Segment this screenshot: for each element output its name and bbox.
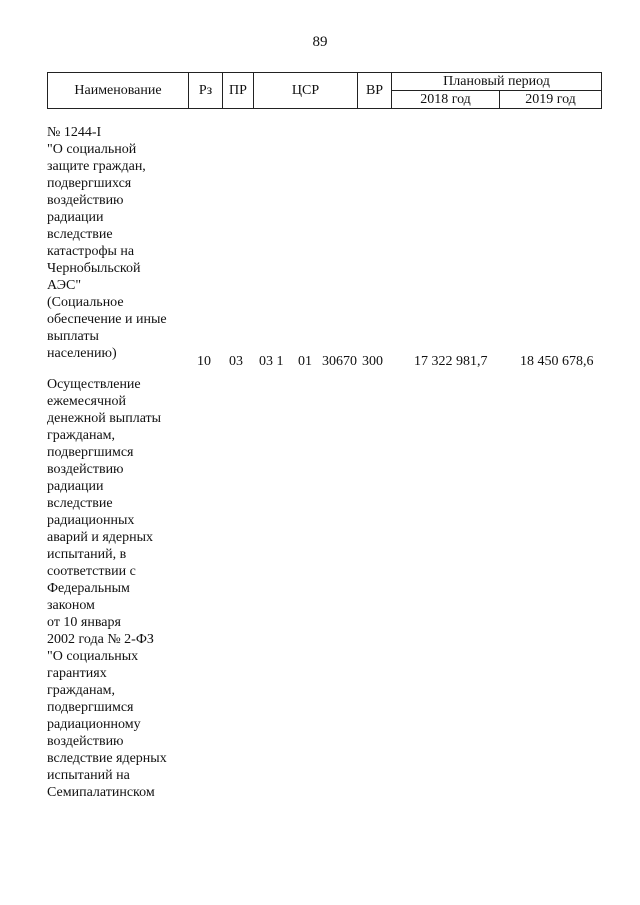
row-name-line: воздействию (47, 462, 124, 477)
row-name-line: вследствие (47, 496, 113, 511)
row-name-line: "О социальной (47, 142, 137, 157)
row-name (47, 124, 187, 362)
header-year-2018: 2018 год (392, 91, 500, 109)
table-row (47, 376, 607, 806)
header-rz: Рз (189, 73, 223, 109)
row-name-line: гражданам, (47, 428, 116, 443)
row-name-line: Осуществление (47, 377, 141, 392)
header-pr: ПР (223, 73, 254, 109)
row-value-2018: 17 322 981,7 (414, 354, 488, 369)
row-name-line: подвергшихся (47, 176, 132, 191)
row-csr-direction: 30670 (322, 354, 357, 369)
header-planned-period: Плановый период (392, 73, 602, 91)
row-name-line: Чернобыльской (47, 261, 141, 276)
row-name-line: законом (47, 598, 95, 613)
row-csr-program: 03 1 (259, 354, 284, 369)
row-name-line: радиации (47, 479, 104, 494)
row-name-line: радиационных (47, 513, 135, 528)
row-name-line: соответствии с (47, 564, 136, 579)
row-name-line: Федеральным (47, 581, 130, 596)
row-name-line: вследствие ядерных (47, 751, 167, 766)
row-name-line: аварий и ядерных (47, 530, 154, 545)
row-name-line: воздействию (47, 193, 124, 208)
row-name-line: радиации (47, 210, 104, 225)
row-name-line: (Социальное (47, 295, 124, 310)
header-vr: ВР (358, 73, 392, 109)
row-rz: 10 (197, 354, 211, 369)
row-name-line: гражданам, (47, 683, 116, 698)
row-name-line: обеспечение и иные (47, 312, 167, 327)
row-name-line: выплаты (47, 329, 99, 344)
row-csr-subprogram: 01 (298, 354, 312, 369)
row-name-line: населению) (47, 346, 117, 361)
row-name (47, 376, 187, 801)
header-csr: ЦСР (254, 73, 358, 109)
header-year-2019: 2019 год (500, 91, 602, 109)
row-name-line: "О социальных (47, 649, 139, 664)
row-name-line: № 1244-I (47, 125, 102, 140)
row-name-line: подвергшимся (47, 700, 134, 715)
table-header (47, 72, 602, 109)
row-name-line: подвергшимся (47, 445, 134, 460)
row-name-line: катастрофы на (47, 244, 135, 259)
row-name-line: ежемесячной (47, 394, 127, 409)
row-value-2019: 18 450 678,6 (520, 354, 594, 369)
row-name-line: защите граждан, (47, 159, 146, 174)
row-name-line: радиационному (47, 717, 141, 732)
row-vr: 300 (362, 354, 383, 369)
row-name-line: гарантиях (47, 666, 107, 681)
row-name-line: 2002 года № 2-ФЗ (47, 632, 154, 647)
row-pr: 03 (229, 354, 243, 369)
header-name: Наименование (48, 73, 189, 109)
row-name-line: денежной выплаты (47, 411, 162, 426)
row-name-line: испытаний, в (47, 547, 127, 562)
row-name-line: воздействию (47, 734, 124, 749)
row-name-line: от 10 января (47, 615, 121, 630)
table-row (47, 124, 607, 374)
row-name-line: вследствие (47, 227, 113, 242)
page-number: 89 (312, 34, 328, 50)
row-name-line: АЭС" (47, 278, 82, 293)
row-name-line: Семипалатинском (47, 785, 155, 800)
row-name-line: испытаний на (47, 768, 130, 783)
